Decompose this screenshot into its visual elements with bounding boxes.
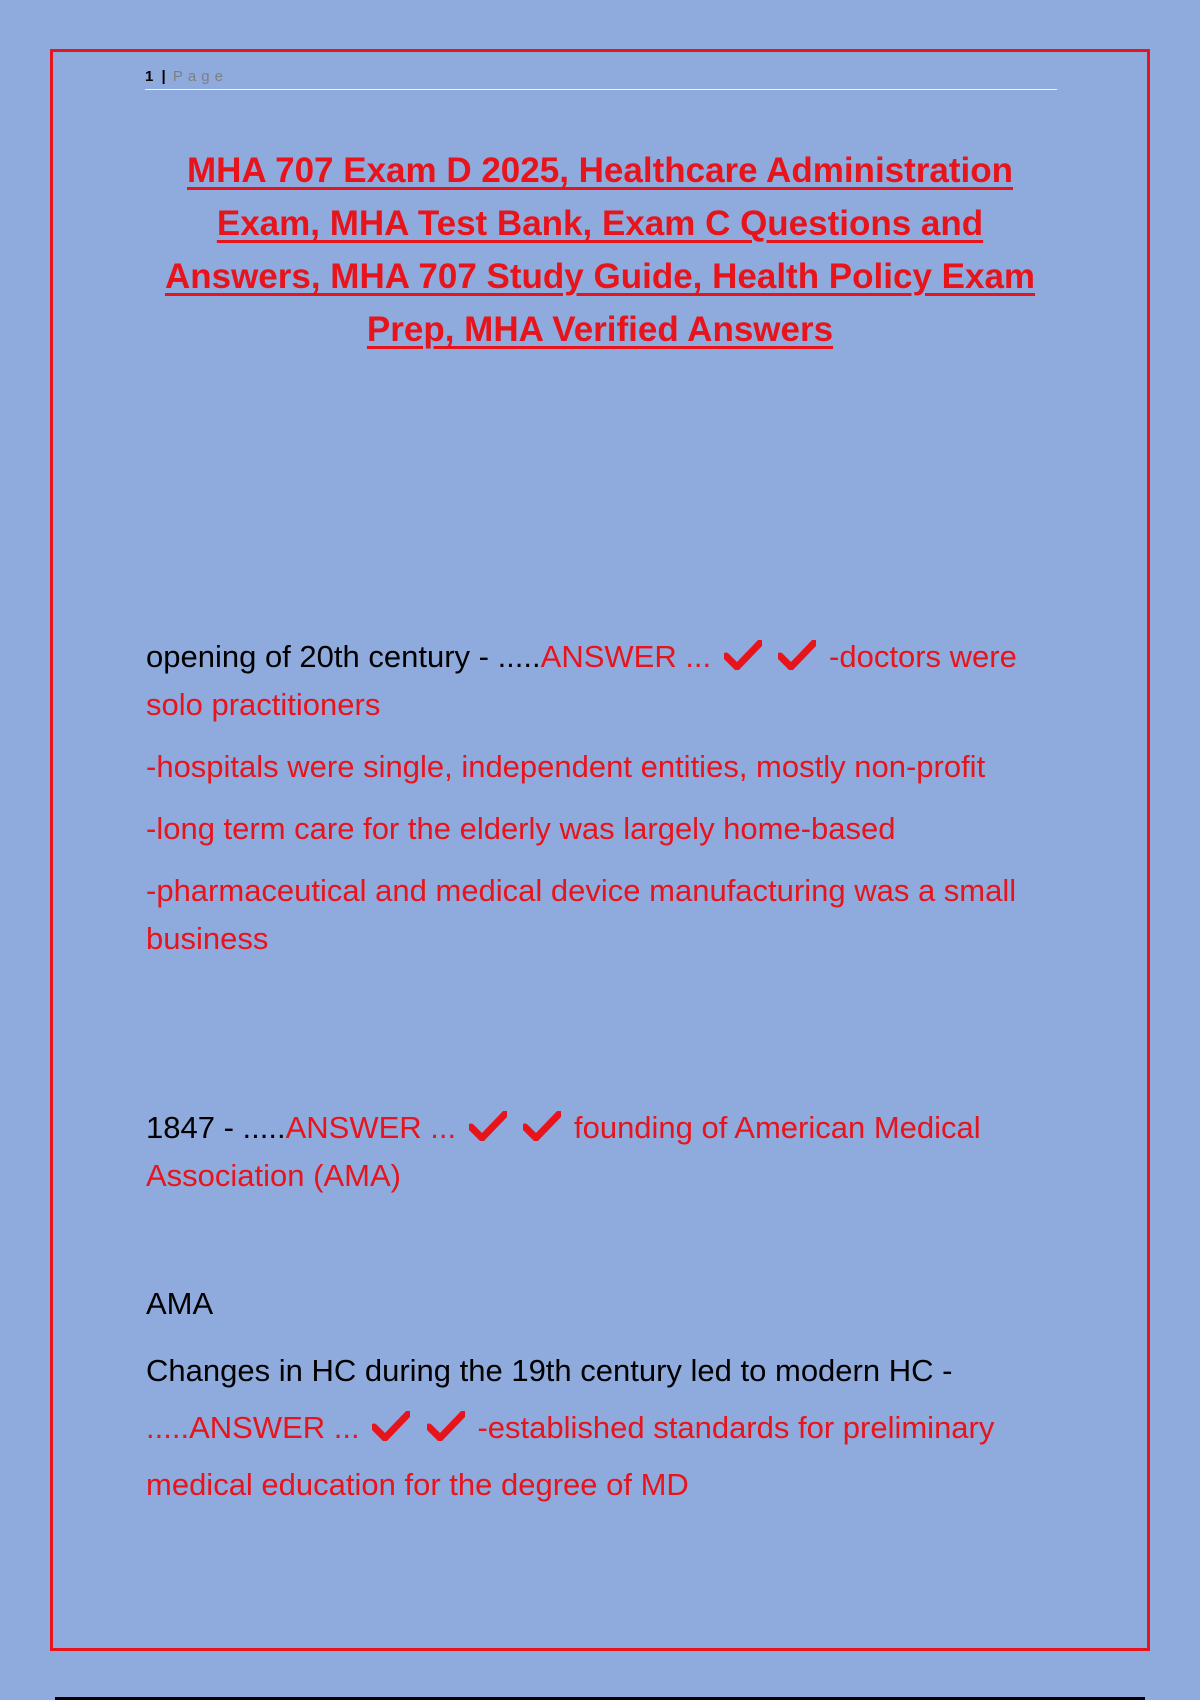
check-icon	[469, 1111, 507, 1141]
answer-line-2: -long term care for the elderly was largely home-based	[146, 811, 896, 846]
check-icon	[724, 640, 762, 670]
question-text: Changes in HC during the 19th century led to modern HC -	[146, 1353, 953, 1388]
check-icon	[523, 1111, 561, 1141]
question-text: opening of 20th century - .....	[146, 639, 541, 674]
page-header	[145, 68, 1057, 90]
check-icon	[778, 640, 816, 670]
answer-label: ANSWER ...	[189, 1410, 360, 1445]
qa-item-3	[146, 1280, 1056, 1513]
question-text: 1847 - .....	[146, 1110, 286, 1145]
page-number: 1	[145, 68, 155, 85]
answer-label: ANSWER ...	[285, 1110, 457, 1145]
answer-text: founding of American Medical Association (AMA)	[146, 1110, 981, 1193]
page-label: Page	[172, 68, 228, 85]
qa-item-1	[146, 633, 1056, 963]
answer-text: -doctors were solo practitioners	[146, 639, 1017, 722]
check-icon	[372, 1411, 410, 1441]
answer-line-3: -pharmaceutical and medical device manufacturing was a small business	[146, 873, 1017, 956]
question-dots: .....	[146, 1410, 190, 1445]
answer-label: ANSWER ...	[540, 639, 712, 674]
answer-line-1: -hospitals were single, independent entities, mostly non-profit	[146, 749, 986, 784]
check-icon	[427, 1411, 465, 1441]
page-separator: |	[161, 68, 166, 85]
answer-text: -established standards for preliminary medical education for the degree of MD	[146, 1410, 995, 1502]
qa-item-2	[146, 1104, 1056, 1200]
document-title: MHA 707 Exam D 2025, Healthcare Administration Exam, MHA Test Bank, Exam C Questions and Answers, MHA 707 Study Guide, Health Policy Exam Prep, MHA Verified Answers	[164, 151, 1036, 349]
question-heading: AMA	[146, 1286, 214, 1321]
